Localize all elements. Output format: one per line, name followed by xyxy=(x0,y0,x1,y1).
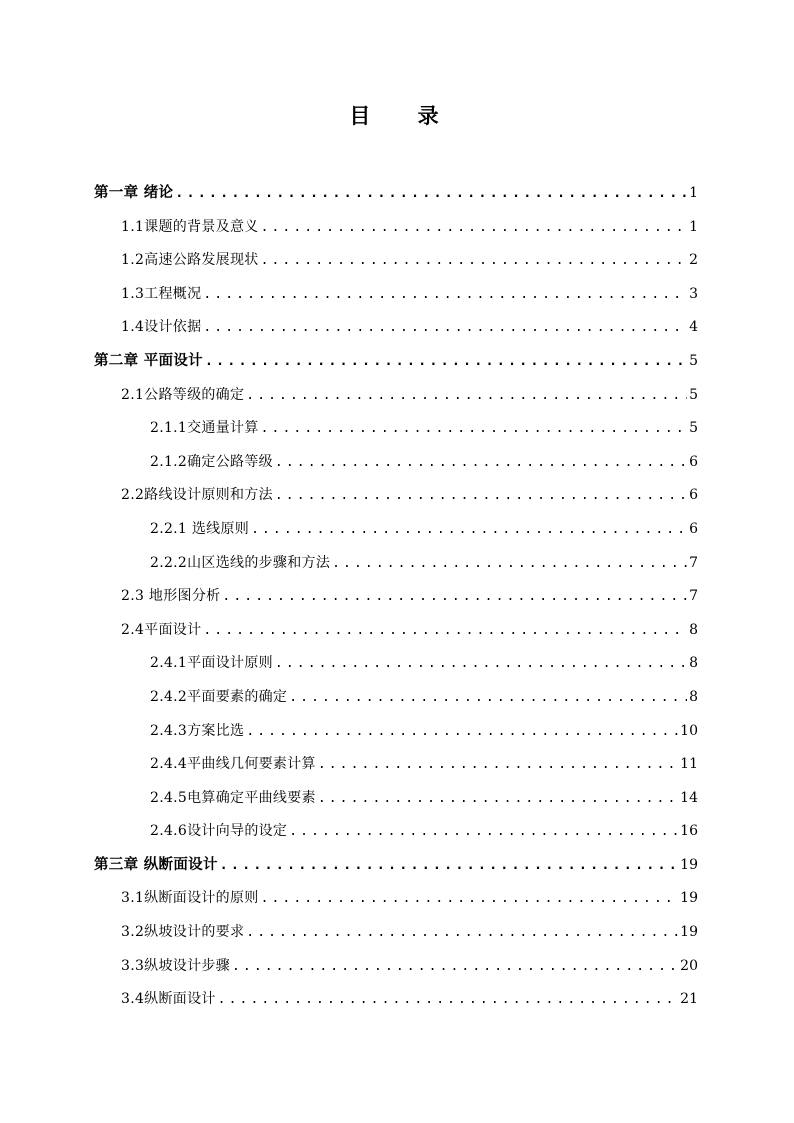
toc-entry-label: 第三章 纵断面设计 xyxy=(94,856,218,873)
toc-entry-page: 8 xyxy=(689,621,698,638)
toc-entry-page: 19 xyxy=(680,924,698,941)
toc-entry-label: 2.2.2山区选线的步骤和方法 xyxy=(150,554,331,571)
toc-entry-page: 20 xyxy=(680,957,698,974)
toc-entry-page: 2 xyxy=(689,252,698,269)
dot-leader xyxy=(246,916,678,950)
toc-entry[interactable] xyxy=(94,412,698,446)
dot-leader xyxy=(261,211,688,245)
toc-entry-label: 2.4.4平曲线几何要素计算 xyxy=(150,756,316,773)
toc-entry[interactable] xyxy=(94,882,698,916)
toc-entry-label: 2.4.5电算确定平曲线要素 xyxy=(150,789,316,806)
toc-entry-page: 1 xyxy=(689,218,698,235)
toc-entry-label: 2.4.6设计向导的设定 xyxy=(150,823,288,840)
toc-entry-page: 8 xyxy=(689,655,698,672)
dot-leader xyxy=(318,748,678,782)
toc-entry-page: 14 xyxy=(680,789,698,806)
toc-entry-page: 6 xyxy=(689,520,698,537)
toc-entry[interactable] xyxy=(94,849,698,883)
dot-leader xyxy=(246,715,678,749)
toc-entry[interactable] xyxy=(94,748,698,782)
dot-leader xyxy=(218,983,679,1017)
toc-entry-page: 7 xyxy=(689,554,698,571)
toc-entry-label: 2.4.3方案比选 xyxy=(150,722,245,739)
toc-entry[interactable] xyxy=(94,715,698,749)
toc-entry-label: 2.1.1交通量计算 xyxy=(150,420,259,437)
toc-entry-page: 5 xyxy=(689,386,698,403)
dot-leader xyxy=(220,849,678,883)
toc-entry[interactable] xyxy=(94,815,698,849)
toc-entry[interactable] xyxy=(94,177,698,211)
toc-entry-label: 2.4.1平面设计原则 xyxy=(150,655,273,672)
toc-entry-page: 11 xyxy=(680,756,698,773)
toc-entry-page: 3 xyxy=(689,285,698,302)
toc-entry-label: 1.3工程概况 xyxy=(121,285,202,302)
toc-entry[interactable] xyxy=(94,211,698,245)
toc-entry-label: 2.2.1 选线原则 xyxy=(150,520,250,537)
toc-entry[interactable] xyxy=(94,345,698,379)
table-of-contents xyxy=(94,177,698,1017)
toc-entry[interactable] xyxy=(94,647,698,681)
toc-entry[interactable] xyxy=(94,513,698,547)
dot-leader xyxy=(261,882,679,916)
toc-entry-page: 10 xyxy=(680,722,698,739)
dot-leader xyxy=(275,647,687,681)
toc-entry-label: 2.1.2确定公路等级 xyxy=(150,453,273,470)
toc-entry-label: 1.1课题的背景及意义 xyxy=(121,218,259,235)
toc-entry[interactable] xyxy=(94,916,698,950)
dot-leader xyxy=(175,177,687,211)
toc-entry[interactable] xyxy=(94,782,698,816)
toc-entry-label: 2.4.2平面要素的确定 xyxy=(150,688,288,705)
toc-entry-page: 6 xyxy=(689,453,698,470)
dot-leader xyxy=(275,446,687,480)
toc-entry-page: 21 xyxy=(680,991,698,1008)
dot-leader xyxy=(275,479,687,513)
toc-entry-label: 2.4平面设计 xyxy=(121,621,202,638)
toc-entry-label: 2.1公路等级的确定 xyxy=(121,386,245,403)
toc-entry[interactable] xyxy=(94,311,698,345)
dot-leader xyxy=(203,614,687,648)
dot-leader xyxy=(232,950,678,984)
toc-entry-label: 1.2高速公路发展现状 xyxy=(121,252,259,269)
dot-leader xyxy=(261,244,688,278)
toc-entry-page: 16 xyxy=(680,823,698,840)
toc-entry-label: 1.4设计依据 xyxy=(121,319,202,336)
dot-leader xyxy=(222,580,687,614)
toc-entry-label: 3.1纵断面设计的原则 xyxy=(121,890,259,907)
toc-entry[interactable] xyxy=(94,983,698,1017)
dot-leader xyxy=(289,681,687,715)
toc-entry-page: 8 xyxy=(689,688,698,705)
toc-entry-page: 19 xyxy=(680,890,698,907)
dot-leader xyxy=(203,278,687,312)
toc-entry-page: 5 xyxy=(689,352,698,369)
toc-entry-label: 2.3 地形图分析 xyxy=(121,588,221,605)
toc-entry[interactable] xyxy=(94,244,698,278)
dot-leader xyxy=(261,412,687,446)
dot-leader xyxy=(289,815,678,849)
toc-entry-label: 3.3纵坡设计步骤 xyxy=(121,957,230,974)
toc-entry-page: 6 xyxy=(689,487,698,504)
toc-entry[interactable] xyxy=(94,580,698,614)
dot-leader xyxy=(246,379,687,413)
toc-entry[interactable] xyxy=(94,379,698,413)
dot-leader xyxy=(205,345,687,379)
toc-entry[interactable] xyxy=(94,547,698,581)
toc-entry-page: 4 xyxy=(689,319,698,336)
toc-entry[interactable] xyxy=(94,479,698,513)
toc-entry-label: 2.2路线设计原则和方法 xyxy=(121,487,273,504)
dot-leader xyxy=(251,513,687,547)
toc-entry-label: 第一章 绪论 xyxy=(94,185,174,201)
dot-leader xyxy=(203,311,687,345)
toc-entry[interactable] xyxy=(94,278,698,312)
dot-leader xyxy=(332,547,687,581)
toc-entry-label: 3.4纵断面设计 xyxy=(121,991,216,1008)
toc-entry-page: 19 xyxy=(680,856,698,873)
toc-entry-page: 5 xyxy=(689,420,698,437)
toc-entry-page: 7 xyxy=(689,588,698,605)
toc-entry-page: 1 xyxy=(689,185,698,201)
toc-entry[interactable] xyxy=(94,681,698,715)
toc-entry[interactable] xyxy=(94,446,698,480)
toc-entry-label: 第二章 平面设计 xyxy=(94,352,203,369)
toc-entry[interactable] xyxy=(94,614,698,648)
toc-entry-label: 3.2纵坡设计的要求 xyxy=(121,924,245,941)
toc-entry[interactable] xyxy=(94,950,698,984)
page-title: 目 录 xyxy=(349,104,459,128)
dot-leader xyxy=(318,782,678,816)
